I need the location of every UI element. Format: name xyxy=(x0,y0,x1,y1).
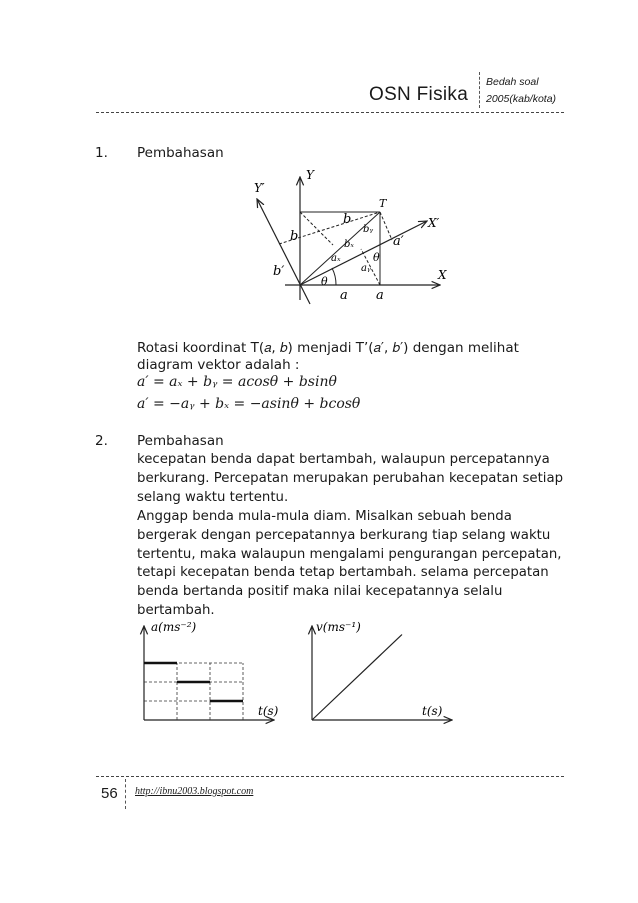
header-rule xyxy=(96,112,564,113)
paragraph2-line: tetapi kecepatan benda tetap bertambah. selama percepatan xyxy=(137,565,549,581)
accel-ylabel: a(ms⁻²) xyxy=(151,620,197,634)
section1-equation2: 𝑎′ = −𝑎ᵧ + 𝑏ₓ = −𝑎𝑠𝑖𝑛𝜃 + 𝑏𝑐𝑜𝑠𝜃 xyxy=(137,396,361,412)
paragraph2-line: Anggap benda mula-mula diam. Misalkan sebuah benda xyxy=(137,509,512,524)
vector-T xyxy=(300,212,380,285)
label-b-prime: b′ xyxy=(273,264,285,279)
footer-rule xyxy=(96,776,564,777)
header-subtitle-line2: 2005(kab/kota) xyxy=(486,93,557,105)
section2-number: 2. xyxy=(95,433,108,449)
acceleration-chart xyxy=(130,612,290,742)
header-title: OSN Fisika xyxy=(369,84,469,105)
label-a-right: a xyxy=(376,288,384,303)
paragraph2-line: tertentu, maka walaupun mengalami pengurangan percepatan, xyxy=(137,546,562,562)
label-a-prime: a′ xyxy=(393,234,404,249)
label-theta-upper: θ xyxy=(373,251,380,264)
label-X-prime: X′ xyxy=(428,216,440,230)
label-b-left: b xyxy=(290,229,299,244)
section2-paragraph1 xyxy=(137,451,577,507)
label-T: T xyxy=(379,197,387,210)
label-Y-prime: Y′ xyxy=(254,181,265,195)
section1-number: 1. xyxy=(95,145,108,161)
label-a-x: aₓ xyxy=(331,253,341,264)
label-Y: Y xyxy=(306,168,314,182)
paragraph1-line: kecepatan benda dapat bertambah, walaupun percepatannya xyxy=(137,452,550,467)
y-prime-axis xyxy=(257,199,310,304)
section2-heading: Pembahasan xyxy=(137,433,224,449)
section1-equation1: 𝑎′ = 𝑎ₓ + 𝑏ᵧ = 𝑎𝑐𝑜𝑠𝜃 + 𝑏𝑠𝑖𝑛𝜃 xyxy=(137,374,337,390)
vel-xlabel: t(s) xyxy=(422,704,443,718)
section1-text-line1: Rotasi koordinat T(𝑎, 𝑏) menjadi T’(𝑎′, 𝑏′) dengan melihat xyxy=(137,340,519,356)
section1-heading: Pembahasan xyxy=(137,145,224,161)
label-theta-lower: θ xyxy=(321,275,328,288)
footer-divider xyxy=(125,779,126,809)
paragraph2-line: bertambah. xyxy=(137,602,215,618)
header-divider xyxy=(479,72,480,108)
label-b-y: bᵧ xyxy=(363,224,374,235)
accel-grid xyxy=(144,663,243,720)
velocity-chart xyxy=(300,612,460,742)
vel-ylabel: v(ms⁻¹) xyxy=(316,620,361,634)
page-number: 56 xyxy=(101,785,118,802)
label-a-left: a xyxy=(340,288,348,303)
proj-T-xprime xyxy=(380,212,392,240)
label-b-top: b xyxy=(343,212,352,227)
vel-series-line xyxy=(312,635,402,721)
accel-steps xyxy=(144,663,243,701)
paragraph1-line: berkurang. Percepatan merupakan perubahan kecepatan setiap xyxy=(137,470,564,486)
label-X: X xyxy=(438,268,447,282)
footer-url-link[interactable]: http://ibnu2003.blogspot.com xyxy=(135,786,254,797)
label-b-x: bₓ xyxy=(344,239,354,250)
rotation-diagram xyxy=(240,160,460,310)
header-subtitle-line1: Bedah soal xyxy=(486,76,539,88)
label-a-y: aᵧ xyxy=(361,263,371,274)
section1-text-line2: diagram vektor adalah : xyxy=(137,357,300,373)
accel-xlabel: t(s) xyxy=(258,704,279,718)
theta-arc xyxy=(332,268,336,285)
paragraph1-line: selang waktu tertentu. xyxy=(137,489,289,505)
paragraph2-line: benda bertanda positif maka nilai kecepatannya selalu xyxy=(137,584,503,600)
paragraph2-line: bergerak dengan percepatannya berkurang tiap selang waktu xyxy=(137,527,551,543)
section2-paragraph2 xyxy=(137,508,577,621)
